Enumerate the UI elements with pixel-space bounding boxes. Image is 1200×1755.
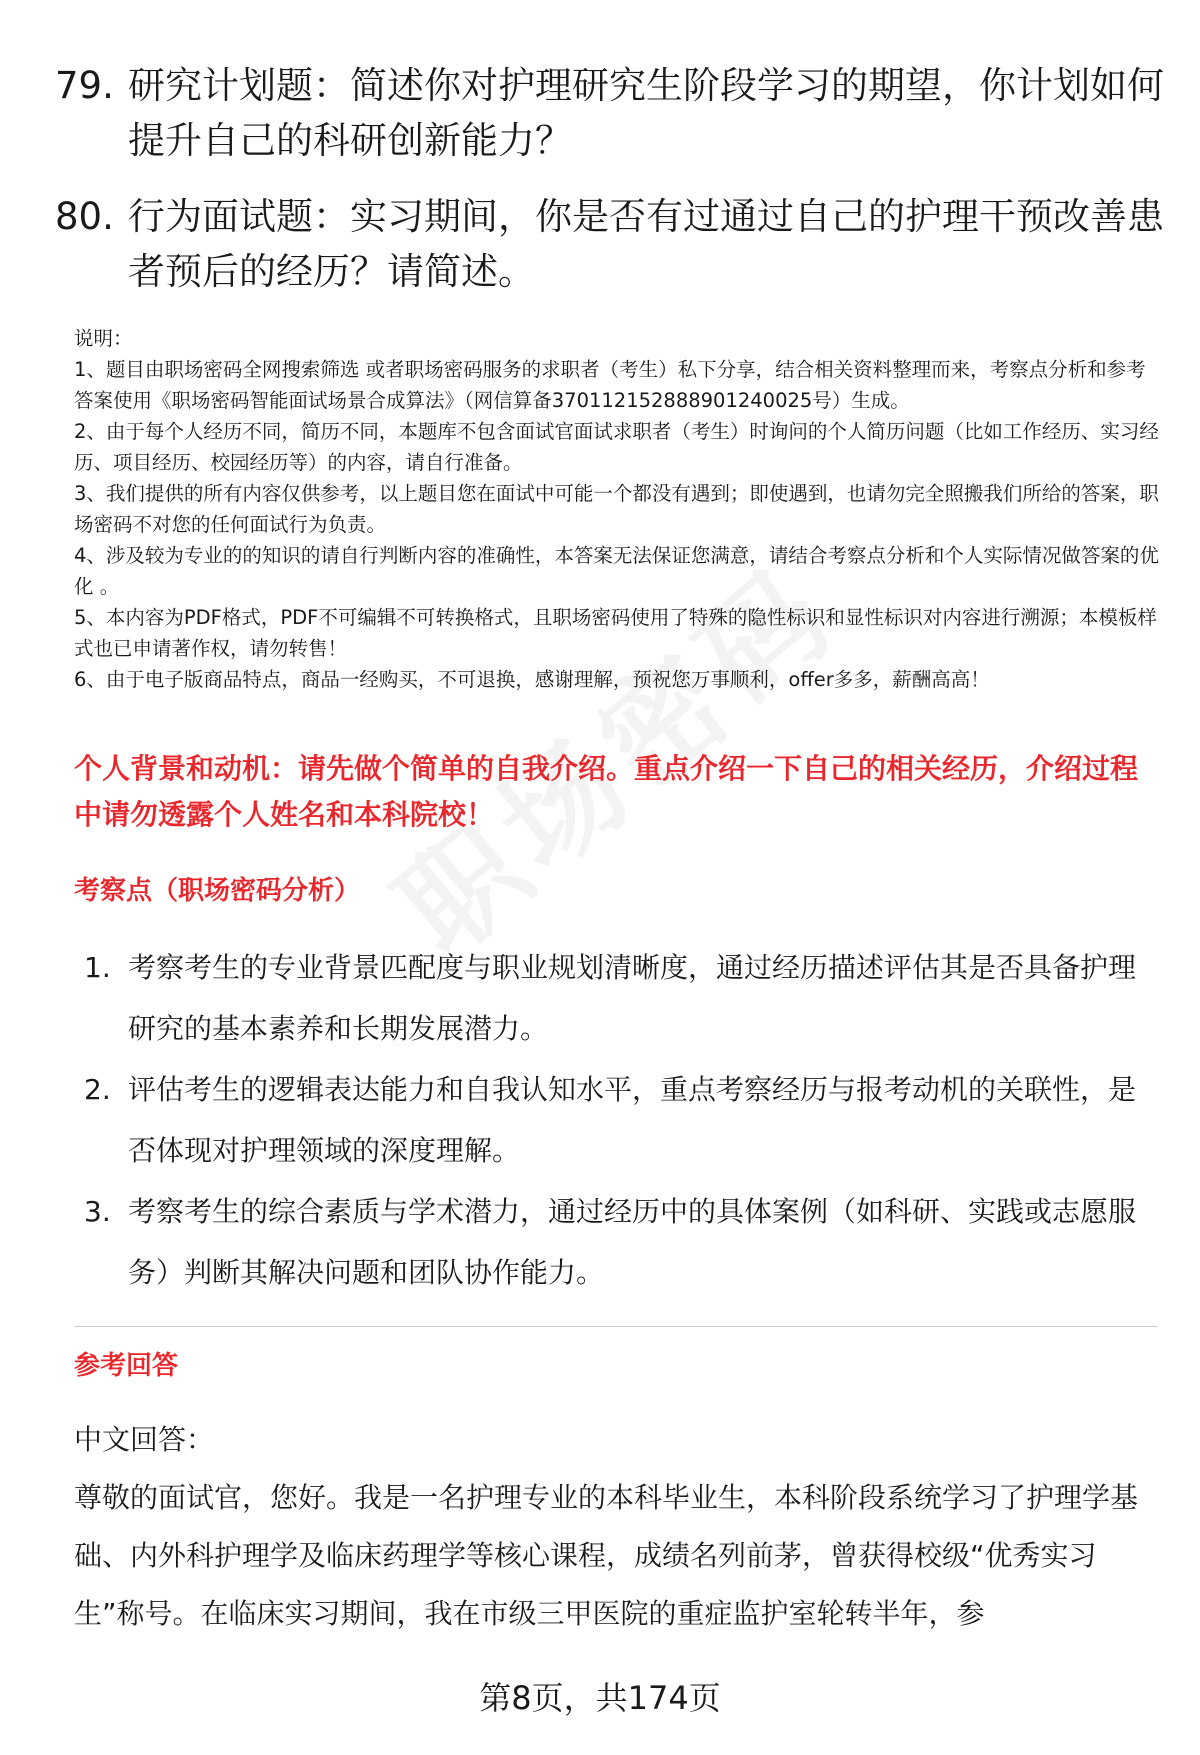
item-text: 考察考生的综合素质与学术潜力，通过经历中的具体案例（如科研、实践或志愿服务）判断其解决问题和团队协作能力。 xyxy=(128,1195,1137,1289)
analysis-heading: 考察点（职场密码分析） xyxy=(74,876,361,906)
item-number: 2. xyxy=(84,1073,111,1106)
question-79 xyxy=(55,58,1164,168)
question-number: 79. xyxy=(55,64,114,107)
item-number: 1. xyxy=(84,951,111,984)
note-item: 3、我们提供的所有内容仅供参考，以上题目您在面试中可能一个都没有遇到；即使遇到，也请勿完全照搬我们所给的答案，职场密码不对您的任何面试行为负责。 xyxy=(74,482,1159,536)
item-number: 3. xyxy=(84,1195,111,1228)
list-item xyxy=(84,1059,1154,1181)
list-item xyxy=(84,937,1154,1059)
section-divider xyxy=(74,1326,1158,1327)
page-footer: 第8页，共174页 xyxy=(479,1679,721,1717)
question-text: 行为面试题：实习期间，你是否有过通过自己的护理干预改善患者预后的经历？请简述。 xyxy=(128,195,1164,293)
notes-heading: 说明： xyxy=(74,327,133,350)
note-item: 5、本内容为PDF格式，PDF不可编辑不可转换格式，且职场密码使用了特殊的隐性标识和显性标识对内容进行溯源；本模板样式也已申请著作权，请勿转售！ xyxy=(74,606,1157,660)
disclaimer-notes xyxy=(74,323,1164,695)
item-text: 评估考生的逻辑表达能力和自我认知水平，重点考察经历与报考动机的关联性，是否体现对护理领域的深度理解。 xyxy=(128,1073,1137,1167)
reference-answer xyxy=(74,1411,1158,1643)
item-text: 考察考生的专业背景匹配度与职业规划清晰度，通过经历描述评估其是否具备护理研究的基本素养和长期发展潜力。 xyxy=(128,951,1137,1045)
question-text: 研究计划题：简述你对护理研究生阶段学习的期望，你计划如何提升自己的科研创新能力？ xyxy=(128,64,1164,162)
main-question: 个人背景和动机：请先做个简单的自我介绍。重点介绍一下自己的相关经历，介绍过程中请勿透露个人姓名和本科院校！ xyxy=(74,752,1139,831)
list-item xyxy=(84,1181,1154,1303)
reference-heading: 参考回答 xyxy=(74,1351,179,1381)
note-item: 2、由于每个人经历不同，简历不同，本题库不包含面试官面试求职者（考生）时询问的个人简历问题（比如工作经历、实习经历、项目经历、校园经历等）的内容，请自行准备。 xyxy=(74,420,1159,474)
note-item: 6、由于电子版商品特点，商品一经购买，不可退换，感谢理解，预祝您万事顺利，offer多多，薪酬高高！ xyxy=(74,668,990,691)
note-item: 1、题目由职场密码全网搜索筛选 或者职场密码服务的求职者（考生）私下分享，结合相关资料整理而来，考察点分析和参考答案使用《职场密码智能面试场景合成算法》（网信算备370112152888901240025号）生成。 xyxy=(74,358,1146,412)
analysis-points xyxy=(84,937,1154,1303)
question-number: 80. xyxy=(55,195,114,238)
answer-label: 中文回答： xyxy=(74,1423,215,1456)
answer-text: 尊敬的面试官，您好。我是一名护理专业的本科毕业生，本科阶段系统学习了护理学基础、内外科护理学及临床药理学等核心课程，成绩名列前茅，曾获得校级“优秀实习生”称号。在临床实习期间，我在市级三甲医院的重症监护室轮转半年，参 xyxy=(74,1481,1139,1630)
note-item: 4、涉及较为专业的的知识的请自行判断内容的准确性，本答案无法保证您满意，请结合考察点分析和个人实际情况做答案的优化 。 xyxy=(74,544,1159,598)
question-80 xyxy=(55,189,1164,299)
